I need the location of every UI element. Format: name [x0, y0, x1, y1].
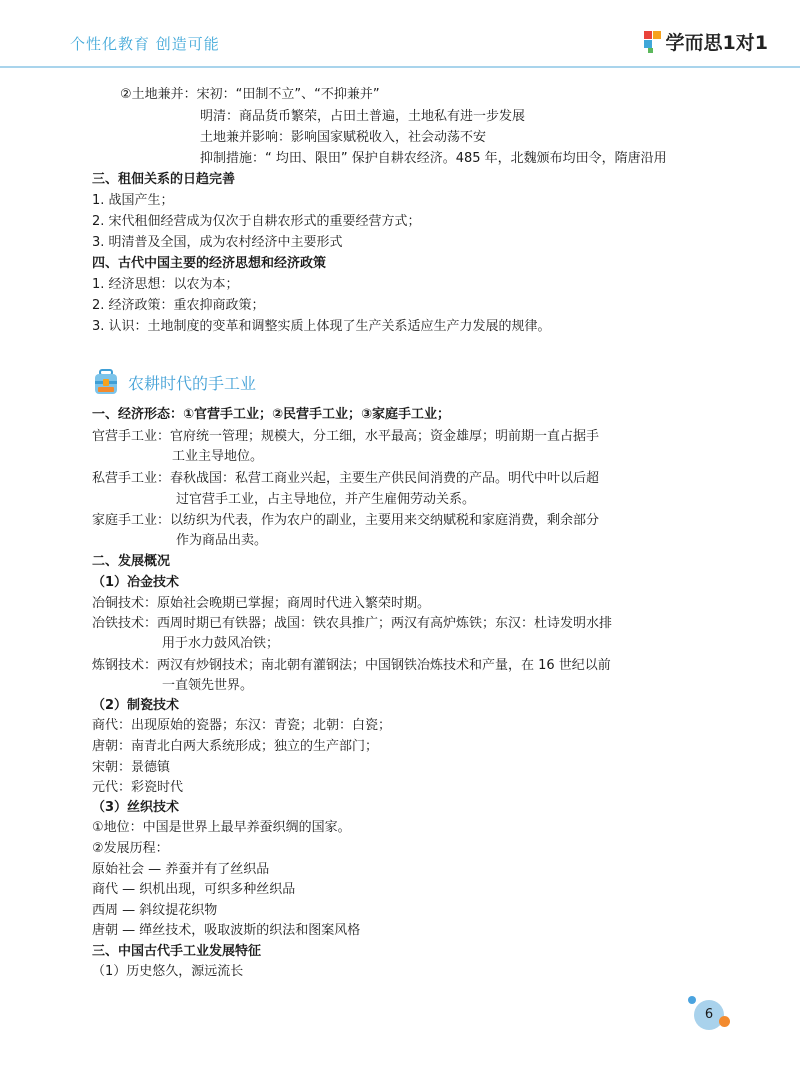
section-title: 农耕时代的手工业 — [128, 374, 257, 393]
text-line: 西周 — 斜纹提花织物 — [92, 903, 218, 918]
text-line: ②发展历程： — [92, 841, 169, 856]
text-line: 一直领先世界。 — [162, 678, 254, 693]
brand-logo — [644, 28, 768, 55]
text-line: 土地兼并影响：影响国家赋税收入，社会动荡不安 — [200, 130, 487, 145]
page-header — [0, 0, 800, 68]
text-line: 明清：商品货币繁荣，占田土普遍，土地私有进一步发展 — [200, 109, 526, 124]
text-line: 过官营手工业，占主导地位，并产生雇佣劳动关系。 — [176, 492, 476, 507]
header-divider — [0, 66, 800, 68]
text-line: 元代：彩瓷时代 — [92, 780, 184, 795]
header-slogan: 个性化教育 创造可能 — [70, 35, 220, 53]
text-line: 3. 明清普及全国，成为农村经济中主要形式 — [92, 235, 343, 250]
text-line: 冶铜技术：原始社会晚期已掌握；商周时代进入繁荣时期。 — [92, 596, 431, 611]
text-line: 商代 — 织机出现，可织多种丝织品 — [92, 882, 296, 897]
heading: 三、中国古代手工业发展特征 — [92, 944, 262, 959]
text-line: ①地位：中国是世界上最早养蚕织绸的国家。 — [92, 820, 351, 835]
text-line: ②土地兼并：宋初：“田制不立”、“不抑兼并” — [120, 87, 380, 102]
text-line: 宋朝：景德镇 — [92, 760, 171, 775]
text-line: 原始社会 — 养蚕并有了丝织品 — [92, 862, 270, 877]
text-line: 3. 认识：土地制度的变革和调整实质上体现了生产关系适应生产力发展的规律。 — [92, 319, 551, 334]
text-line: 用于水力鼓风冶铁； — [162, 636, 280, 651]
text-line: 唐朝 — 缂丝技术，吸取波斯的织法和图案风格 — [92, 923, 361, 938]
page-number: 6 — [704, 1007, 714, 1022]
text-line: 炼钢技术：两汉有炒钢技术；南北朝有灌钢法；中国钢铁冶炼技术和产量，在 16 世纪以前 — [92, 658, 611, 673]
logo-icon — [644, 31, 662, 53]
text-line: 冶铁技术：西周时期已有铁器；战国：铁农具推广；两汉有高炉炼铁；东汉：杜诗发明水排 — [92, 616, 613, 631]
logo-text: 学而思1对1 — [665, 32, 768, 54]
text-line: 唐朝：南青北白两大系统形成；独立的生产部门； — [92, 739, 379, 754]
text-line: 家庭手工业：以纺织为代表，作为农户的副业，主要用来交纳赋税和家庭消费，剩余部分 — [92, 513, 600, 528]
subheading: （2）制瓷技术 — [92, 698, 180, 713]
text-line: （1）历史悠久，源远流长 — [92, 964, 244, 979]
text-line: 2. 宋代租佃经营成为仅次于自耕农形式的重要经营方式； — [92, 214, 421, 229]
text-line: 抑制措施：“ 均田、限田” 保护自耕农经济。485 年，北魏颁布均田令，隋唐沿用 — [200, 151, 667, 166]
text-line: 1. 经济思想：以农为本； — [92, 277, 239, 292]
text-line: 私营手工业：春秋战国：私营工商业兴起，主要生产供民间消费的产品。明代中叶以后超 — [92, 471, 600, 486]
heading: 四、古代中国主要的经济思想和经济政策 — [92, 256, 327, 271]
text-line: 作为商品出卖。 — [176, 533, 268, 548]
text-line: 2. 经济政策：重农抑商政策； — [92, 298, 265, 313]
page-number-badge — [688, 996, 732, 1032]
subheading: （1）冶金技术 — [92, 575, 180, 590]
text-line: 1. 战国产生； — [92, 193, 174, 208]
text-line: 商代：出现原始的瓷器；东汉：青瓷；北朝：白瓷； — [92, 718, 392, 733]
text-line: 工业主导地位。 — [172, 449, 264, 464]
text-line: 官营手工业：官府统一管理；规模大，分工细，水平最高；资金雄厚；明前期一直占据手 — [92, 429, 600, 444]
subheading: （3）丝织技术 — [92, 800, 180, 815]
backpack-icon — [92, 368, 120, 396]
heading: 一、经济形态：①官营手工业；②民营手工业；③家庭手工业； — [92, 407, 451, 422]
heading: 三、租佃关系的日趋完善 — [92, 172, 236, 187]
heading: 二、发展概况 — [92, 554, 171, 569]
